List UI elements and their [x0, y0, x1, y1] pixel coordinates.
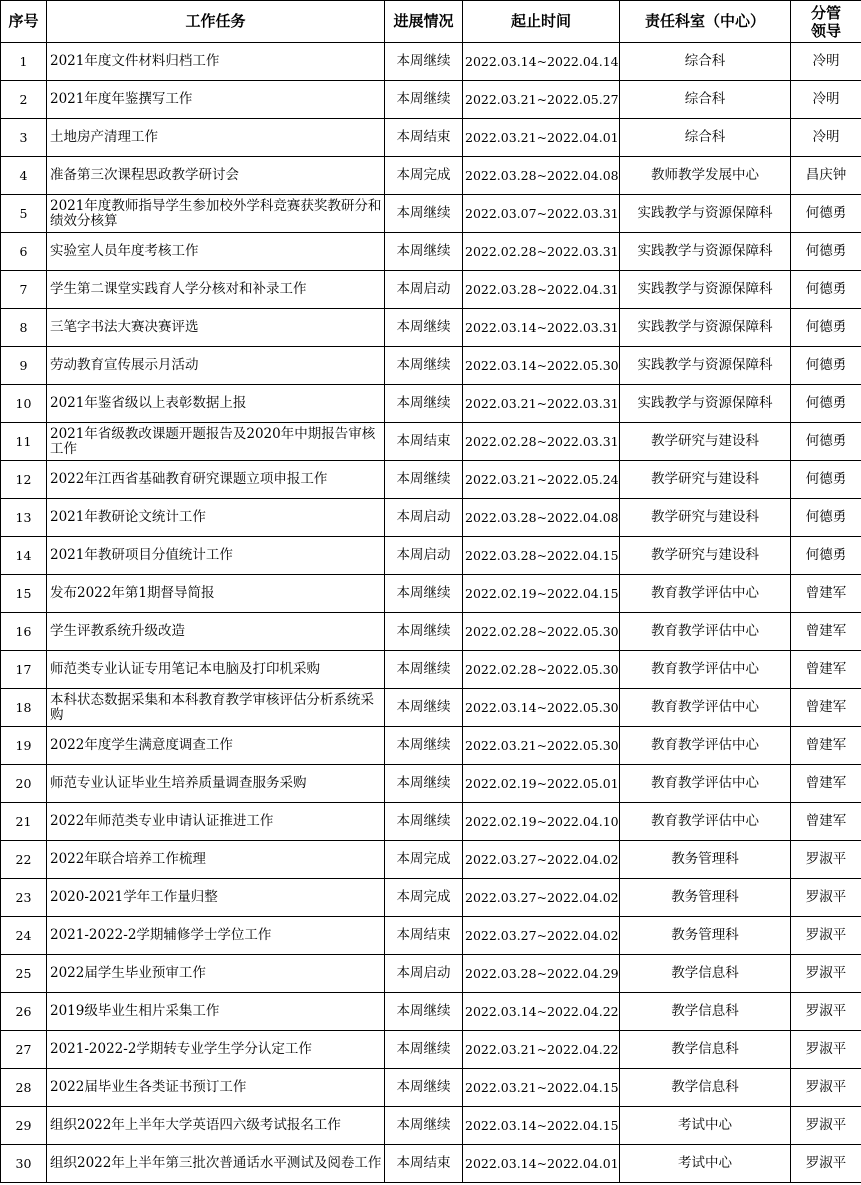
cell-period: 2022.02.28~2022.05.30: [463, 651, 620, 689]
cell-leader: 罗淑平: [791, 917, 861, 955]
cell-status: 本周继续: [385, 461, 463, 499]
cell-status: 本周继续: [385, 993, 463, 1031]
cell-task: 学生第二课堂实践育人学分核对和补录工作: [47, 271, 385, 309]
cell-task: 2022年联合培养工作梳理: [47, 841, 385, 879]
cell-task: 2021年度年鉴撰写工作: [47, 81, 385, 119]
cell-department: 教育教学评估中心: [620, 765, 791, 803]
cell-status: 本周继续: [385, 1069, 463, 1107]
cell-status: 本周继续: [385, 1031, 463, 1069]
cell-index: 21: [1, 803, 47, 841]
cell-department: 教学信息科: [620, 993, 791, 1031]
cell-leader: 罗淑平: [791, 841, 861, 879]
cell-period: 2022.03.28~2022.04.31: [463, 271, 620, 309]
cell-status: 本周完成: [385, 879, 463, 917]
cell-department: 实践教学与资源保障科: [620, 271, 791, 309]
cell-task: 组织2022年上半年大学英语四六级考试报名工作: [47, 1107, 385, 1145]
cell-status: 本周启动: [385, 537, 463, 575]
table-row: [1, 347, 861, 385]
cell-leader: 何德勇: [791, 499, 861, 537]
cell-period: 2022.03.28~2022.04.08: [463, 157, 620, 195]
table-row: [1, 157, 861, 195]
table-row: [1, 537, 861, 575]
cell-leader: 何德勇: [791, 347, 861, 385]
cell-period: 2022.02.28~2022.05.30: [463, 613, 620, 651]
cell-period: 2022.03.21~2022.05.27: [463, 81, 620, 119]
cell-period: 2022.03.07~2022.03.31: [463, 195, 620, 233]
cell-period: 2022.03.27~2022.04.02: [463, 917, 620, 955]
cell-index: 8: [1, 309, 47, 347]
cell-period: 2022.03.14~2022.05.30: [463, 689, 620, 727]
cell-department: 实践教学与资源保障科: [620, 195, 791, 233]
cell-index: 14: [1, 537, 47, 575]
cell-task: 三笔字书法大赛决赛评选: [47, 309, 385, 347]
cell-status: 本周继续: [385, 803, 463, 841]
table-row: [1, 803, 861, 841]
cell-department: 教学研究与建设科: [620, 499, 791, 537]
header-row: [1, 1, 861, 43]
cell-leader: 曾建军: [791, 803, 861, 841]
cell-task: 2021年省级教改课题开题报告及2020年中期报告审核工作: [47, 423, 385, 461]
cell-index: 28: [1, 1069, 47, 1107]
header-period: 起止时间: [463, 1, 620, 43]
table-row: [1, 1031, 861, 1069]
cell-index: 26: [1, 993, 47, 1031]
cell-leader: 何德勇: [791, 461, 861, 499]
cell-department: 教育教学评估中心: [620, 727, 791, 765]
cell-period: 2022.03.14~2022.04.15: [463, 1107, 620, 1145]
cell-department: 实践教学与资源保障科: [620, 309, 791, 347]
cell-department: 教育教学评估中心: [620, 689, 791, 727]
cell-task: 师范专业认证毕业生培养质量调查服务采购: [47, 765, 385, 803]
cell-leader: 曾建军: [791, 651, 861, 689]
cell-status: 本周继续: [385, 385, 463, 423]
cell-status: 本周继续: [385, 195, 463, 233]
cell-period: 2022.03.21~2022.04.01: [463, 119, 620, 157]
cell-department: 教学信息科: [620, 1069, 791, 1107]
cell-period: 2022.03.14~2022.05.30: [463, 347, 620, 385]
cell-leader: 冷明: [791, 43, 861, 81]
table-row: [1, 499, 861, 537]
cell-period: 2022.03.27~2022.04.02: [463, 841, 620, 879]
cell-leader: 罗淑平: [791, 993, 861, 1031]
cell-department: 教务管理科: [620, 879, 791, 917]
cell-leader: 曾建军: [791, 765, 861, 803]
cell-department: 综合科: [620, 119, 791, 157]
cell-period: 2022.03.21~2022.04.15: [463, 1069, 620, 1107]
cell-leader: 何德勇: [791, 385, 861, 423]
cell-index: 9: [1, 347, 47, 385]
cell-period: 2022.02.19~2022.05.01: [463, 765, 620, 803]
cell-department: 实践教学与资源保障科: [620, 385, 791, 423]
table-row: [1, 1145, 861, 1183]
cell-period: 2022.03.28~2022.04.08: [463, 499, 620, 537]
cell-index: 2: [1, 81, 47, 119]
cell-task: 发布2022年第1期督导简报: [47, 575, 385, 613]
cell-index: 15: [1, 575, 47, 613]
cell-leader: 冷明: [791, 119, 861, 157]
table-row: [1, 81, 861, 119]
cell-index: 7: [1, 271, 47, 309]
cell-leader: 曾建军: [791, 727, 861, 765]
cell-index: 6: [1, 233, 47, 271]
table-row: [1, 993, 861, 1031]
cell-leader: 何德勇: [791, 195, 861, 233]
table-row: [1, 917, 861, 955]
cell-status: 本周结束: [385, 119, 463, 157]
cell-task: 2022年江西省基础教育研究课题立项申报工作: [47, 461, 385, 499]
cell-leader: 罗淑平: [791, 1069, 861, 1107]
table-row: [1, 879, 861, 917]
cell-status: 本周结束: [385, 917, 463, 955]
cell-task: 师范类专业认证专用笔记本电脑及打印机采购: [47, 651, 385, 689]
cell-task: 2020-2021学年工作量归整: [47, 879, 385, 917]
cell-status: 本周结束: [385, 1145, 463, 1183]
cell-leader: 何德勇: [791, 423, 861, 461]
cell-task: 2021-2022-2学期转专业学生学分认定工作: [47, 1031, 385, 1069]
cell-index: 13: [1, 499, 47, 537]
cell-index: 18: [1, 689, 47, 727]
cell-status: 本周继续: [385, 689, 463, 727]
table-row: [1, 727, 861, 765]
cell-task: 2021年鉴省级以上表彰数据上报: [47, 385, 385, 423]
header-index: 序号: [1, 1, 47, 43]
cell-department: 教育教学评估中心: [620, 613, 791, 651]
cell-task: 2021年教研项目分值统计工作: [47, 537, 385, 575]
cell-department: 实践教学与资源保障科: [620, 347, 791, 385]
cell-period: 2022.03.21~2022.05.24: [463, 461, 620, 499]
cell-department: 教育教学评估中心: [620, 651, 791, 689]
cell-task: 学生评教系统升级改造: [47, 613, 385, 651]
cell-period: 2022.03.28~2022.04.15: [463, 537, 620, 575]
table-row: [1, 43, 861, 81]
table-row: [1, 309, 861, 347]
table-row: [1, 1069, 861, 1107]
cell-leader: 罗淑平: [791, 955, 861, 993]
cell-index: 1: [1, 43, 47, 81]
cell-status: 本周继续: [385, 613, 463, 651]
cell-status: 本周继续: [385, 347, 463, 385]
header-task: 工作任务: [47, 1, 385, 43]
cell-period: 2022.03.21~2022.04.22: [463, 1031, 620, 1069]
cell-leader: 曾建军: [791, 575, 861, 613]
cell-status: 本周完成: [385, 841, 463, 879]
cell-task: 组织2022年上半年第三批次普通话水平测试及阅卷工作: [47, 1145, 385, 1183]
cell-status: 本周继续: [385, 43, 463, 81]
cell-department: 教育教学评估中心: [620, 575, 791, 613]
table-row: [1, 955, 861, 993]
table-row: [1, 195, 861, 233]
cell-department: 综合科: [620, 43, 791, 81]
cell-status: 本周继续: [385, 309, 463, 347]
cell-task: 2022年师范类专业申请认证推进工作: [47, 803, 385, 841]
cell-index: 20: [1, 765, 47, 803]
cell-task: 实验室人员年度考核工作: [47, 233, 385, 271]
cell-status: 本周继续: [385, 575, 463, 613]
cell-leader: 何德勇: [791, 271, 861, 309]
cell-index: 17: [1, 651, 47, 689]
cell-task: 2022届毕业生各类证书预订工作: [47, 1069, 385, 1107]
cell-period: 2022.02.28~2022.03.31: [463, 423, 620, 461]
cell-task: 2022年度学生满意度调查工作: [47, 727, 385, 765]
cell-index: 11: [1, 423, 47, 461]
table-row: [1, 461, 861, 499]
table-row: [1, 613, 861, 651]
table-row: [1, 651, 861, 689]
cell-status: 本周继续: [385, 1107, 463, 1145]
cell-task: 2021-2022-2学期辅修学士学位工作: [47, 917, 385, 955]
table-row: [1, 119, 861, 157]
cell-department: 教务管理科: [620, 841, 791, 879]
header-leader: 分管 领导: [791, 1, 861, 43]
table-row: [1, 575, 861, 613]
cell-status: 本周启动: [385, 499, 463, 537]
cell-index: 19: [1, 727, 47, 765]
cell-period: 2022.02.19~2022.04.15: [463, 575, 620, 613]
table-row: [1, 385, 861, 423]
cell-leader: 曾建军: [791, 613, 861, 651]
cell-status: 本周继续: [385, 233, 463, 271]
cell-leader: 冷明: [791, 81, 861, 119]
cell-department: 教学信息科: [620, 955, 791, 993]
cell-period: 2022.03.21~2022.03.31: [463, 385, 620, 423]
cell-task: 土地房产清理工作: [47, 119, 385, 157]
cell-leader: 昌庆钟: [791, 157, 861, 195]
cell-department: 教学研究与建设科: [620, 461, 791, 499]
cell-leader: 罗淑平: [791, 1031, 861, 1069]
table-row: [1, 765, 861, 803]
cell-index: 4: [1, 157, 47, 195]
cell-period: 2022.03.21~2022.05.30: [463, 727, 620, 765]
cell-index: 23: [1, 879, 47, 917]
cell-index: 30: [1, 1145, 47, 1183]
cell-department: 实践教学与资源保障科: [620, 233, 791, 271]
cell-status: 本周继续: [385, 727, 463, 765]
table-row: [1, 689, 861, 727]
cell-period: 2022.02.28~2022.03.31: [463, 233, 620, 271]
cell-department: 综合科: [620, 81, 791, 119]
cell-task: 2019级毕业生相片采集工作: [47, 993, 385, 1031]
cell-index: 22: [1, 841, 47, 879]
cell-status: 本周继续: [385, 81, 463, 119]
cell-task: 准备第三次课程思政教学研讨会: [47, 157, 385, 195]
header-department: 责任科室（中心）: [620, 1, 791, 43]
cell-period: 2022.03.14~2022.04.14: [463, 43, 620, 81]
cell-period: 2022.03.14~2022.04.01: [463, 1145, 620, 1183]
cell-task: 2022届学生毕业预审工作: [47, 955, 385, 993]
cell-department: 教学研究与建设科: [620, 537, 791, 575]
table-row: [1, 233, 861, 271]
cell-leader: 罗淑平: [791, 1107, 861, 1145]
cell-index: 29: [1, 1107, 47, 1145]
cell-department: 教师教学发展中心: [620, 157, 791, 195]
cell-task: 本科状态数据采集和本科教育教学审核评估分析系统采购: [47, 689, 385, 727]
cell-leader: 曾建军: [791, 689, 861, 727]
table-row: [1, 1107, 861, 1145]
cell-department: 教务管理科: [620, 917, 791, 955]
cell-period: 2022.03.14~2022.03.31: [463, 309, 620, 347]
cell-department: 教学信息科: [620, 1031, 791, 1069]
cell-index: 27: [1, 1031, 47, 1069]
cell-department: 教育教学评估中心: [620, 803, 791, 841]
cell-leader: 罗淑平: [791, 1145, 861, 1183]
cell-index: 3: [1, 119, 47, 157]
cell-index: 10: [1, 385, 47, 423]
cell-status: 本周启动: [385, 271, 463, 309]
cell-department: 教学研究与建设科: [620, 423, 791, 461]
header-status: 进展情况: [385, 1, 463, 43]
cell-period: 2022.02.19~2022.04.10: [463, 803, 620, 841]
cell-period: 2022.03.14~2022.04.22: [463, 993, 620, 1031]
cell-index: 5: [1, 195, 47, 233]
cell-task: 2021年度文件材料归档工作: [47, 43, 385, 81]
cell-department: 考试中心: [620, 1107, 791, 1145]
table-row: [1, 271, 861, 309]
cell-leader: 何德勇: [791, 233, 861, 271]
cell-task: 劳动教育宣传展示月活动: [47, 347, 385, 385]
cell-status: 本周启动: [385, 955, 463, 993]
cell-task: 2021年度教师指导学生参加校外学科竞赛获奖教研分和绩效分核算: [47, 195, 385, 233]
cell-status: 本周继续: [385, 651, 463, 689]
cell-status: 本周结束: [385, 423, 463, 461]
cell-department: 考试中心: [620, 1145, 791, 1183]
cell-status: 本周继续: [385, 765, 463, 803]
cell-leader: 何德勇: [791, 309, 861, 347]
table-row: [1, 423, 861, 461]
table-row: [1, 841, 861, 879]
cell-index: 24: [1, 917, 47, 955]
cell-task: 2021年教研论文统计工作: [47, 499, 385, 537]
table-body: [1, 43, 861, 1183]
cell-period: 2022.03.28~2022.04.29: [463, 955, 620, 993]
cell-index: 16: [1, 613, 47, 651]
cell-leader: 何德勇: [791, 537, 861, 575]
cell-status: 本周完成: [385, 157, 463, 195]
cell-index: 25: [1, 955, 47, 993]
cell-period: 2022.03.27~2022.04.02: [463, 879, 620, 917]
cell-index: 12: [1, 461, 47, 499]
cell-leader: 罗淑平: [791, 879, 861, 917]
